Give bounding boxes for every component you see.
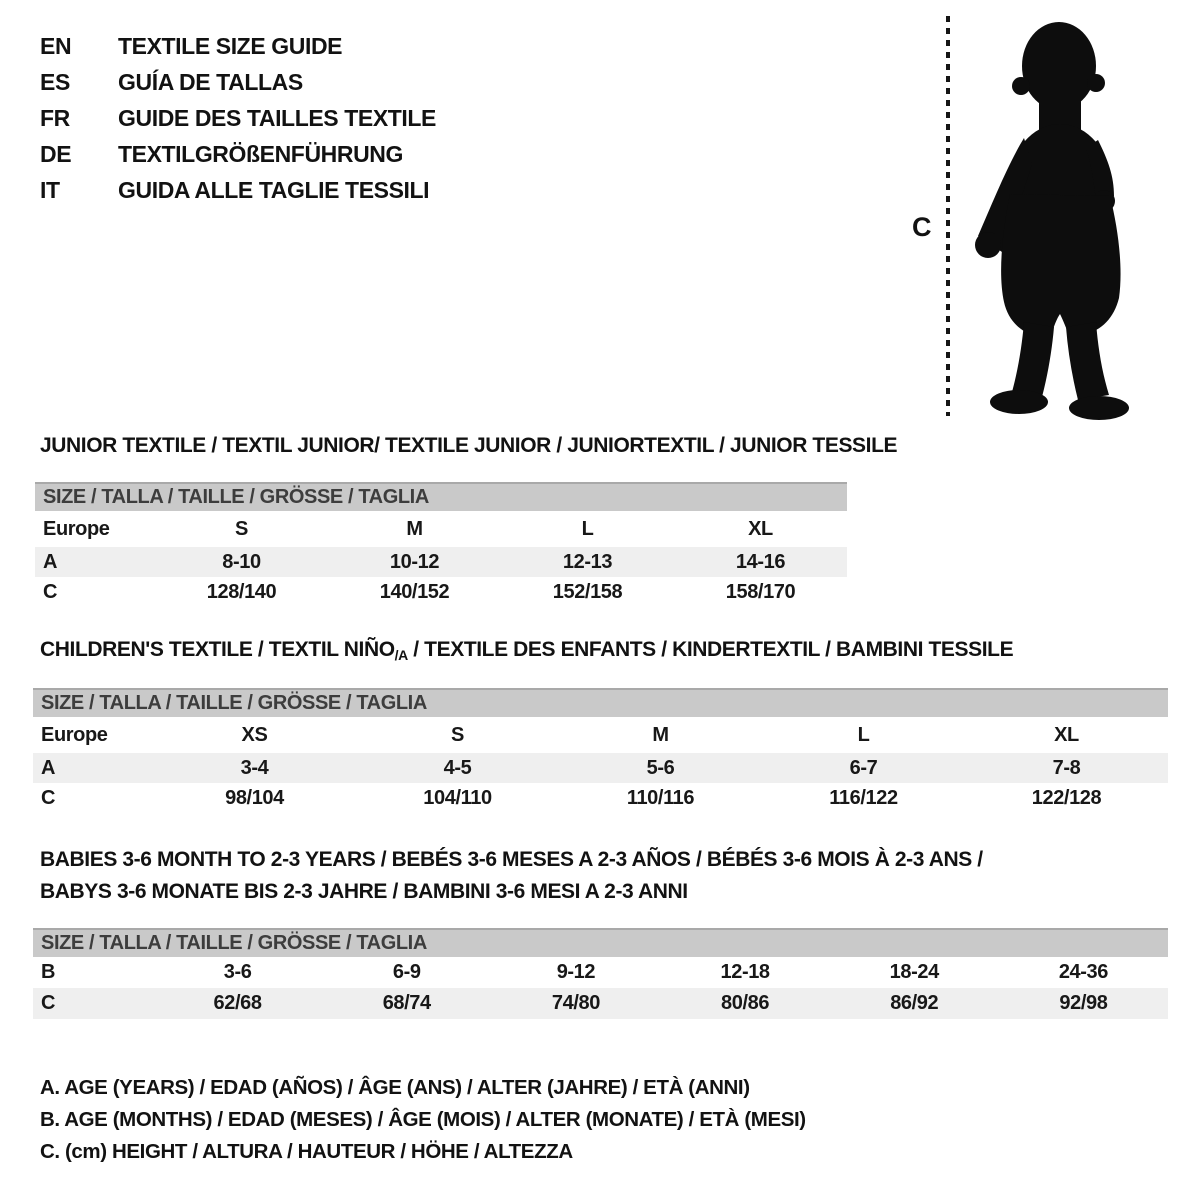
- language-code: FR: [40, 104, 70, 131]
- guide-title: TEXTILGRÖßENFÜHRUNG: [118, 140, 403, 167]
- size-header-label: SIZE / TALLA / TAILLE / GRÖSSE / TAGLIA: [43, 486, 429, 508]
- row-label: Europe: [43, 517, 110, 540]
- row-label: A: [43, 550, 58, 573]
- table-cell: 62/68: [213, 992, 262, 1014]
- silhouette-ear-right: [1087, 74, 1105, 92]
- row-label: C: [43, 580, 58, 603]
- table-cell: 86/92: [890, 992, 939, 1014]
- table-cell: 122/128: [1031, 786, 1102, 809]
- table-row-height: [33, 988, 1168, 1019]
- table-cell: L: [581, 517, 594, 540]
- guide-title: GUIDE DES TAILLES TEXTILE: [118, 104, 436, 131]
- silhouette-leg-left: [1012, 322, 1054, 397]
- legend: [40, 1072, 806, 1168]
- list-item: [40, 28, 436, 64]
- table-cell: 7-8: [1052, 756, 1081, 779]
- table-cell: 92/98: [1059, 992, 1108, 1014]
- table-cell: 9-12: [556, 961, 596, 983]
- silhouette-shorts: [1001, 194, 1120, 338]
- legend-item-b: B. AGE (MONTHS) / EDAD (MESES) / ÂGE (MOIS) / ALTER (MONATE) / ETÀ (MESI): [40, 1108, 806, 1131]
- list-item: [40, 172, 436, 208]
- heading-subscript: /A: [394, 647, 408, 663]
- row-label: A: [41, 756, 56, 779]
- row-label: B: [41, 961, 56, 983]
- table-cell: 10-12: [389, 550, 440, 573]
- silhouette-head: [1022, 22, 1096, 110]
- row-label: C: [41, 786, 56, 809]
- language-code: ES: [40, 68, 70, 95]
- table-row-europe: [33, 717, 1168, 753]
- table-cell: 6-7: [849, 756, 878, 779]
- silhouette-leg-right: [1066, 322, 1109, 400]
- children-size-table: [33, 688, 1168, 813]
- table-cell: 116/122: [829, 786, 898, 809]
- table-cell: 4-5: [443, 756, 472, 779]
- table-cell: M: [406, 517, 423, 540]
- legend-item-a: A. AGE (YEARS) / EDAD (AÑOS) / ÂGE (ANS) / ALTER (JAHRE) / ETÀ (ANNI): [40, 1076, 750, 1099]
- silhouette-ear-left: [1012, 77, 1030, 95]
- guide-title: GUÍA DE TALLAS: [118, 68, 303, 95]
- table-cell: 12-13: [562, 550, 613, 573]
- table-cell: XL: [1054, 723, 1079, 746]
- table-cell: 68/74: [382, 992, 431, 1014]
- table-cell: 3-4: [240, 756, 269, 779]
- table-cell: 128/140: [206, 580, 277, 603]
- list-item: [40, 136, 436, 172]
- junior-section-heading: JUNIOR TEXTILE / TEXTIL JUNIOR/ TEXTILE JUNIOR / JUNIORTEXTIL / JUNIOR TESSILE: [40, 434, 898, 457]
- language-title-list: [40, 28, 436, 208]
- guide-title: GUIDA ALLE TAGLIE TESSILI: [118, 176, 430, 203]
- table-row-height: [33, 783, 1168, 813]
- babies-section-heading-line1: BABIES 3-6 MONTH TO 2-3 YEARS / BEBÉS 3-6 MESES A 2-3 AÑOS / BÉBÉS 3-6 MOIS À 2-3 ANS /: [40, 848, 983, 871]
- table-cell: 104/110: [423, 786, 492, 809]
- table-cell: S: [235, 517, 248, 540]
- legend-item-c: C. (cm) HEIGHT / ALTURA / HAUTEUR / HÖHE / ALTEZZA: [40, 1140, 573, 1163]
- table-cell: 80/86: [721, 992, 770, 1014]
- table-row-age-months: [33, 957, 1168, 988]
- table-cell: XS: [241, 723, 268, 746]
- table-cell: 5-6: [646, 756, 675, 779]
- row-label: C: [41, 992, 56, 1014]
- height-measure-dashed-line: [946, 16, 950, 416]
- list-item: [40, 64, 436, 100]
- junior-size-table: [35, 482, 847, 607]
- language-code: IT: [40, 176, 60, 203]
- table-row-age: [35, 547, 847, 577]
- babies-size-table: [33, 928, 1168, 1019]
- table-cell: S: [451, 723, 464, 746]
- size-header-bar: [35, 482, 847, 511]
- height-measure-label: C: [912, 212, 932, 242]
- table-cell: M: [652, 723, 669, 746]
- table-cell: XL: [748, 517, 773, 540]
- table-cell: 12-18: [720, 961, 770, 983]
- babies-section-heading-line2: BABYS 3-6 MONATE BIS 2-3 JAHRE / BAMBINI 3-6 MESI A 2-3 ANNI: [40, 880, 688, 903]
- guide-title: TEXTILE SIZE GUIDE: [118, 32, 343, 59]
- table-row-age: [33, 753, 1168, 783]
- children-section-heading: [40, 638, 1013, 663]
- heading-text: CHILDREN'S TEXTILE / TEXTIL NIÑO: [40, 638, 395, 661]
- table-cell: 152/158: [552, 580, 623, 603]
- table-cell: 18-24: [889, 961, 939, 983]
- heading-text: / TEXTILE DES ENFANTS / KINDERTEXTIL / BAMBINI TESSILE: [407, 638, 1014, 661]
- language-code: EN: [40, 32, 72, 59]
- table-cell: L: [857, 723, 870, 746]
- silhouette-foot-right: [1069, 396, 1129, 420]
- size-header-bar: [33, 688, 1168, 717]
- table-cell: 158/170: [725, 580, 796, 603]
- table-row-europe: [35, 511, 847, 547]
- silhouette-hand-left: [975, 232, 1001, 258]
- language-code: DE: [40, 140, 72, 167]
- toddler-silhouette-image: [962, 14, 1142, 424]
- table-cell: 14-16: [735, 550, 786, 573]
- table-cell: 24-36: [1058, 961, 1108, 983]
- list-item: [40, 100, 436, 136]
- table-cell: 8-10: [222, 550, 261, 573]
- table-cell: 3-6: [223, 961, 252, 983]
- table-cell: 74/80: [551, 992, 600, 1014]
- row-label: Europe: [41, 723, 108, 746]
- table-cell: 140/152: [379, 580, 450, 603]
- size-header-bar: [33, 928, 1168, 957]
- table-cell: 98/104: [225, 786, 284, 809]
- table-row-height: [35, 577, 847, 607]
- size-header-label: SIZE / TALLA / TAILLE / GRÖSSE / TAGLIA: [41, 692, 427, 714]
- table-cell: 110/116: [626, 786, 695, 809]
- size-header-label: SIZE / TALLA / TAILLE / GRÖSSE / TAGLIA: [41, 932, 427, 954]
- table-cell: 6-9: [392, 961, 421, 983]
- silhouette-foot-left: [990, 390, 1048, 414]
